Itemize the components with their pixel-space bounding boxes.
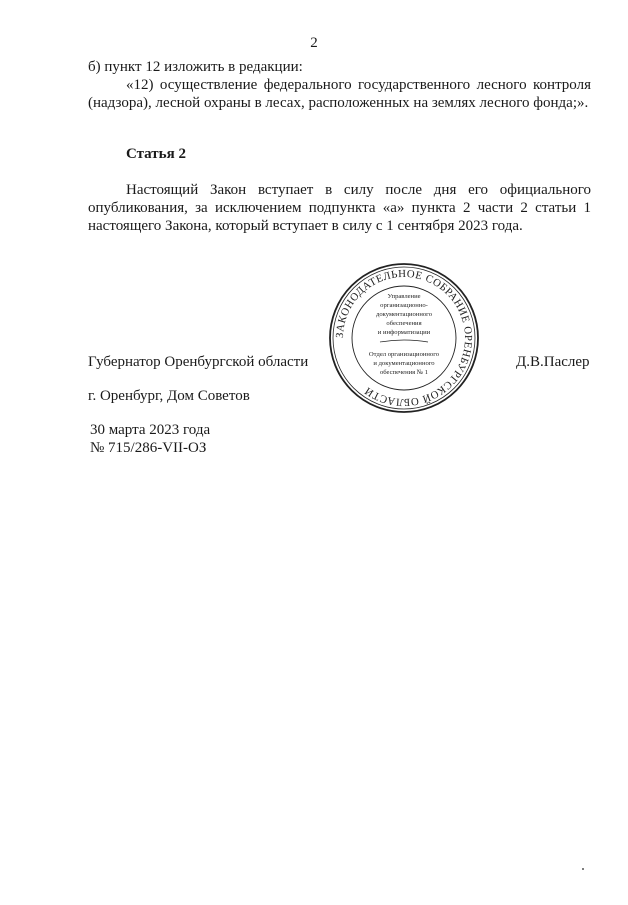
page-number: 2 — [310, 35, 318, 51]
seal-line: и информатизации — [377, 329, 431, 336]
governor-name: Д.В.Паслер — [516, 354, 590, 370]
seal-line: Отдел организационного — [368, 351, 440, 358]
governor-position: Губернатор Оренбургской области — [88, 354, 309, 370]
amendment-text: «12) осуществление федерального государственного лесного контроля (надзора), лесной охраны в лесах, расположенных на землях лесного фонда;». — [88, 77, 591, 111]
signing-date: 30 марта 2023 года — [90, 422, 211, 438]
article-text: Настоящий Закон вступает в силу после дня его официального опубликования, за исключением подпункта «а» пункта 2 части 2 статьи 1 настоящего Закона, который вступает в силу с 1 сентября 2023 года. — [88, 182, 591, 234]
seal-line: и документационного — [373, 360, 435, 367]
seal-line: документационного — [375, 311, 433, 318]
seal-ring-text: ЗАКОНОДАТЕЛЬНОЕ СОБРАНИЕ ОРЕНБУРГСКОЙ ОБЛАСТИ — [333, 267, 475, 409]
seal-line: организационно- — [380, 302, 428, 309]
seal-line: обеспечения № 1 — [379, 369, 429, 376]
seal-line: Управление — [387, 293, 421, 300]
law-number: № 715/286-VII-ОЗ — [90, 440, 207, 456]
official-seal — [328, 262, 480, 414]
scan-speck — [582, 868, 584, 870]
article-heading: Статья 2 — [126, 146, 186, 162]
amendment-intro: б) пункт 12 изложить в редакции: — [88, 59, 303, 75]
svg-text:ЗАКОНОДАТЕЛЬНОЕ СОБРАНИЕ ОРЕНБ — [334, 268, 474, 408]
seal-line: обеспечения — [386, 320, 422, 327]
signing-place: г. Оренбург, Дом Советов — [88, 388, 250, 404]
